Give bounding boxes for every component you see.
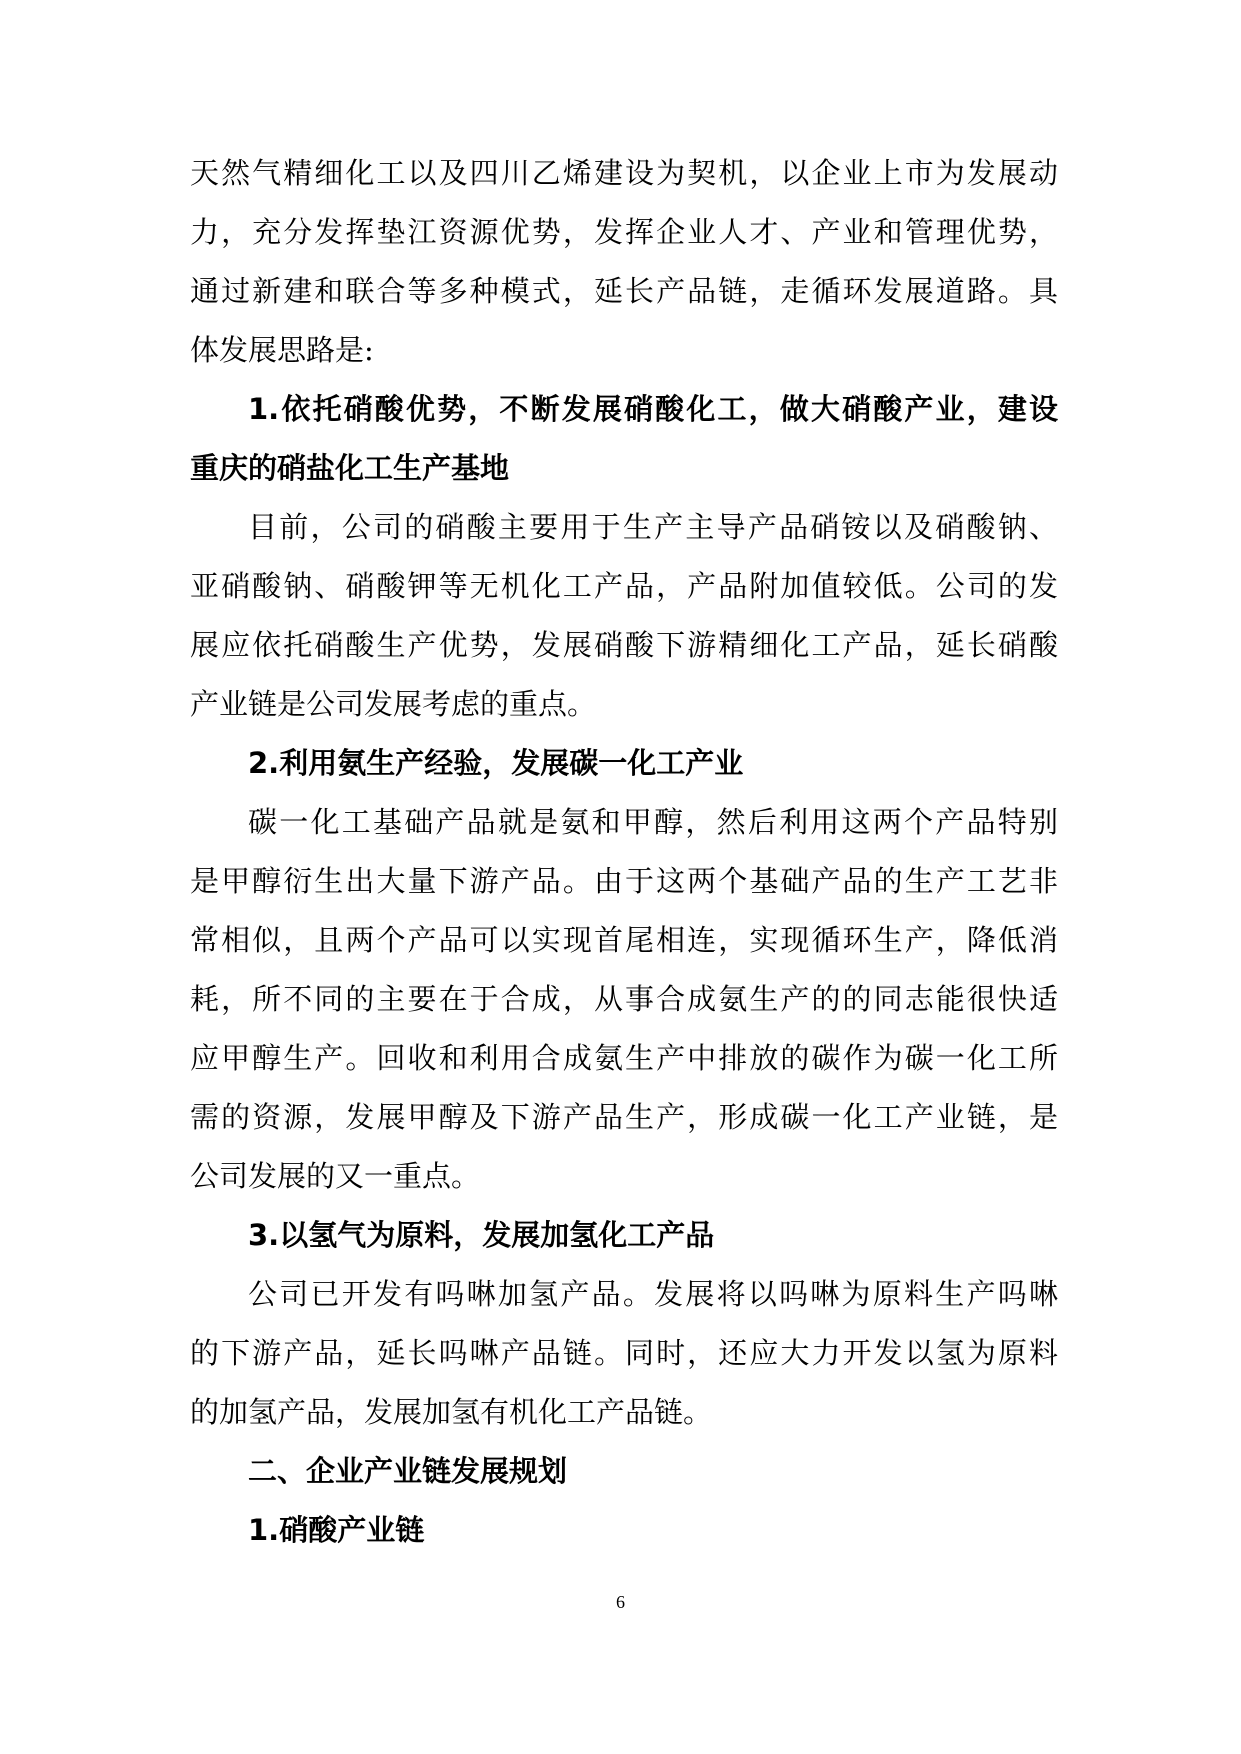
- paragraph-line: 产业链是公司发展考虑的重点。: [190, 687, 597, 721]
- body-paragraph: [190, 144, 1058, 380]
- section-heading: [190, 734, 1058, 793]
- paragraph-line: 力，充分发挥垫江资源优势，发挥企业人才、产业和管理优势，: [190, 215, 1058, 249]
- paragraph-line: 是甲醇衍生出大量下游产品。由于这两个基础产品的生产工艺非: [190, 864, 1058, 898]
- section-heading: [190, 1501, 1058, 1560]
- heading-line: 1.硝酸产业链: [248, 1513, 425, 1547]
- paragraph-line: 通过新建和联合等多种模式，延长产品链，走循环发展道路。具: [190, 274, 1058, 308]
- chapter-heading: [190, 1442, 1058, 1501]
- body-paragraph: [190, 793, 1058, 1206]
- body-paragraph: [190, 498, 1058, 734]
- paragraph-line: 体发展思路是:: [190, 333, 374, 367]
- paragraph-line: 常相似，且两个产品可以实现首尾相连，实现循环生产，降低消: [190, 923, 1058, 957]
- body-paragraph: [190, 1265, 1058, 1442]
- section-heading: [190, 380, 1058, 498]
- paragraph-line: 展应依托硝酸生产优势，发展硝酸下游精细化工产品，延长硝酸: [190, 628, 1058, 662]
- paragraph-line: 公司发展的又一重点。: [190, 1159, 481, 1193]
- heading-line: 2.利用氨生产经验，发展碳一化工产业: [248, 746, 744, 780]
- heading-line: 1.依托硝酸优势，不断发展硝酸化工，做大硝酸产业，建设: [248, 392, 1058, 426]
- section-heading: [190, 1206, 1058, 1265]
- heading-line: 二、企业产业链发展规划: [248, 1454, 568, 1488]
- heading-line: 重庆的硝盐化工生产基地: [190, 451, 510, 485]
- paragraph-line: 需的资源，发展甲醇及下游产品生产，形成碳一化工产业链，是: [190, 1100, 1058, 1134]
- paragraph-line: 亚硝酸钠、硝酸钾等无机化工产品，产品附加值较低。公司的发: [190, 569, 1058, 603]
- page-body: [190, 144, 1058, 1560]
- page-number: 6: [616, 1592, 625, 1612]
- paragraph-line: 公司已开发有吗啉加氢产品。发展将以吗啉为原料生产吗啉: [248, 1277, 1058, 1311]
- paragraph-line: 碳一化工基础产品就是氨和甲醇，然后利用这两个产品特别: [248, 805, 1058, 839]
- paragraph-line: 耗，所不同的主要在于合成，从事合成氨生产的的同志能很快适: [190, 982, 1058, 1016]
- paragraph-line: 的下游产品，延长吗啉产品链。同时，还应大力开发以氢为原料: [190, 1336, 1058, 1370]
- paragraph-line: 的加氢产品，发展加氢有机化工产品链。: [190, 1395, 713, 1429]
- heading-line: 3.以氢气为原料，发展加氢化工产品: [248, 1218, 715, 1252]
- paragraph-line: 目前，公司的硝酸主要用于生产主导产品硝铵以及硝酸钠、: [248, 510, 1058, 544]
- paragraph-line: 天然气精细化工以及四川乙烯建设为契机，以企业上市为发展动: [190, 156, 1058, 190]
- paragraph-line: 应甲醇生产。回收和利用合成氨生产中排放的碳作为碳一化工所: [190, 1041, 1058, 1075]
